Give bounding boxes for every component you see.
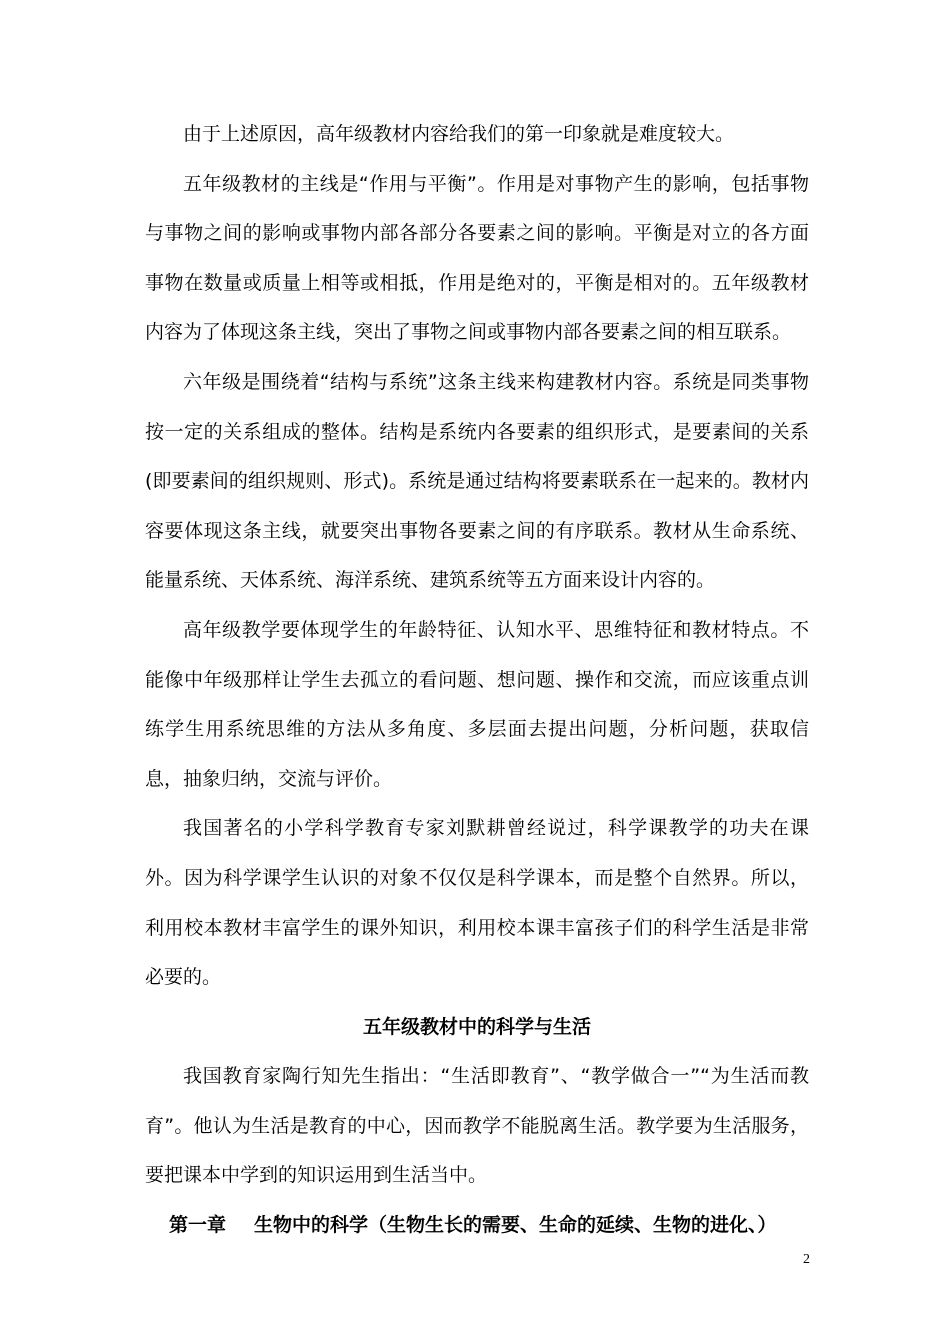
paragraph-grade-five-mainline: 五年级教材的主线是“作用与平衡”。作用是对事物产生的影响，包括事物与事物之间的影响或事物内部各部分各要素之间的影响。平衡是对立的各方面事物在数量或质量上相等或相抵，作用是绝对的，平衡是相对的。五年级教材内容为了体现这条主线，突出了事物之间或事物内部各要素之间的相互联系。	[145, 172, 809, 344]
chapter-label: 第一章	[169, 1214, 227, 1237]
page-number: 2	[803, 1252, 810, 1267]
paragraph-difficulty: 由于上述原因，高年级教材内容给我们的第一印象就是难度较大。	[183, 123, 735, 145]
chapter-title: 生物中的科学（生物生长的需要、生命的延续、生物的进化、）	[254, 1214, 777, 1237]
section-heading: 五年级教材中的科学与生活	[362, 1015, 591, 1038]
paragraph-tao-xingzhi: 我国教育家陶行知先生指出：“生活即教育”、“教学做合一”“为生活而教育”。他认为生活是教育的中心，因而教学不能脱离生活。教学要为生活服务，要把课本中学到的知识运用到生活当中。	[145, 1065, 809, 1187]
page-body	[145, 110, 809, 1251]
paragraph-teaching-requirements: 高年级教学要体现学生的年龄特征、认知水平、思维特征和教材特点。不能像中年级那样让学生去孤立的看问题、想问题、操作和交流，而应该重点训练学生用系统思维的方法从多角度、多层面去提出问题，分析问题，获取信息，抽象归纳，交流与评价。	[145, 618, 809, 790]
paragraph-expert-quote: 我国著名的小学科学教育专家刘默耕曾经说过，科学课教学的功夫在课外。因为科学课学生认识的对象不仅仅是科学课本，而是整个自然界。所以，利用校本教材丰富学生的课外知识，利用校本课丰富孩子们的科学生活是非常必要的。	[145, 817, 809, 989]
paragraph-grade-six-mainline: 六年级是围绕着“结构与系统”这条主线来构建教材内容。系统是同类事物按一定的关系组成的整体。结构是系统内各要素的组织形式，是要素间的关系(即要素间的组织规则、形式)。系统是通过结构将要素联系在一起来的。教材内容要体现这条主线，就要突出事物各要素之间的有序联系。教材从生命系统、能量系统、天体系统、海洋系统、建筑系统等五方面来设计内容的。	[145, 370, 809, 592]
chapter-heading	[145, 1201, 809, 1251]
